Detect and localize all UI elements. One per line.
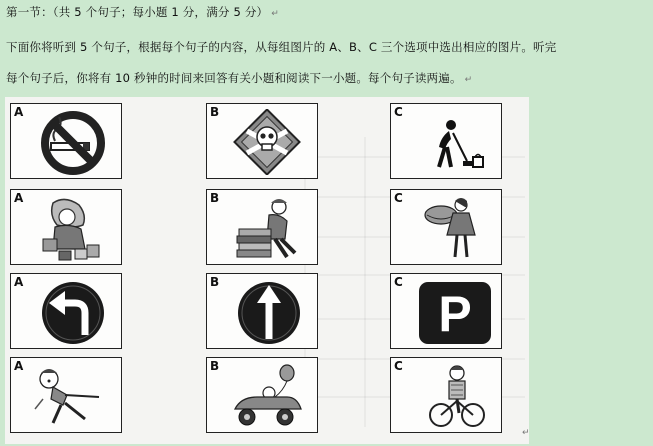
- option-letter: A: [14, 359, 24, 373]
- girl-holding-basket-icon: [405, 195, 497, 261]
- option-letter: A: [14, 275, 24, 289]
- parking-letter: P: [438, 286, 472, 342]
- option-letter: A: [14, 105, 24, 119]
- option-4b[interactable]: [206, 357, 318, 433]
- option-4c[interactable]: [390, 357, 502, 433]
- instruction-line-1: 下面你将听到 5 个句子，根据每个句子的内容，从每组图片的 A、B、C 三个选项中选出相应的图片。听完: [6, 40, 557, 54]
- boy-carrying-books-icon: [221, 195, 313, 261]
- instruction-line-2: 每个句子后，你将有 10 秒钟的时间来回答有关小题和阅读下一小题。每个句子读两遍。 ↵: [6, 71, 473, 85]
- option-letter: B: [210, 191, 220, 205]
- parking-sign-icon: [405, 279, 497, 345]
- go-straight-sign-icon: [221, 279, 313, 345]
- girl-playing-blocks-icon: [25, 195, 117, 261]
- option-1c[interactable]: [390, 103, 502, 179]
- paragraph-mark: ↵: [522, 428, 530, 438]
- option-letter: B: [210, 275, 220, 289]
- option-2c[interactable]: [390, 189, 502, 265]
- toy-car-balloon-icon: [221, 363, 313, 429]
- option-4a[interactable]: [10, 357, 122, 433]
- option-1a[interactable]: [10, 103, 122, 179]
- option-2b[interactable]: [206, 189, 318, 265]
- option-letter: B: [210, 359, 220, 373]
- option-3b[interactable]: [206, 273, 318, 349]
- option-letter: C: [394, 191, 403, 205]
- option-letter: B: [210, 105, 220, 119]
- option-2a[interactable]: [10, 189, 122, 265]
- option-letter: C: [394, 275, 403, 289]
- option-letter: C: [394, 105, 403, 119]
- boy-riding-bike-icon: [405, 363, 497, 429]
- poison-skull-sign-icon: [221, 109, 313, 175]
- boy-running-icon: [25, 363, 117, 429]
- option-letter: C: [394, 359, 403, 373]
- turn-left-sign-icon: [25, 279, 117, 345]
- person-mopping-icon: [405, 109, 497, 175]
- option-letter: A: [14, 191, 24, 205]
- picture-sheet: [5, 97, 529, 444]
- option-3c[interactable]: [390, 273, 502, 349]
- option-3a[interactable]: [10, 273, 122, 349]
- option-1b[interactable]: [206, 103, 318, 179]
- no-smoking-sign-icon: [25, 109, 117, 175]
- section-title: 第一节：（共 5 个句子；每小题 1 分，满分 5 分） ↵: [6, 5, 279, 19]
